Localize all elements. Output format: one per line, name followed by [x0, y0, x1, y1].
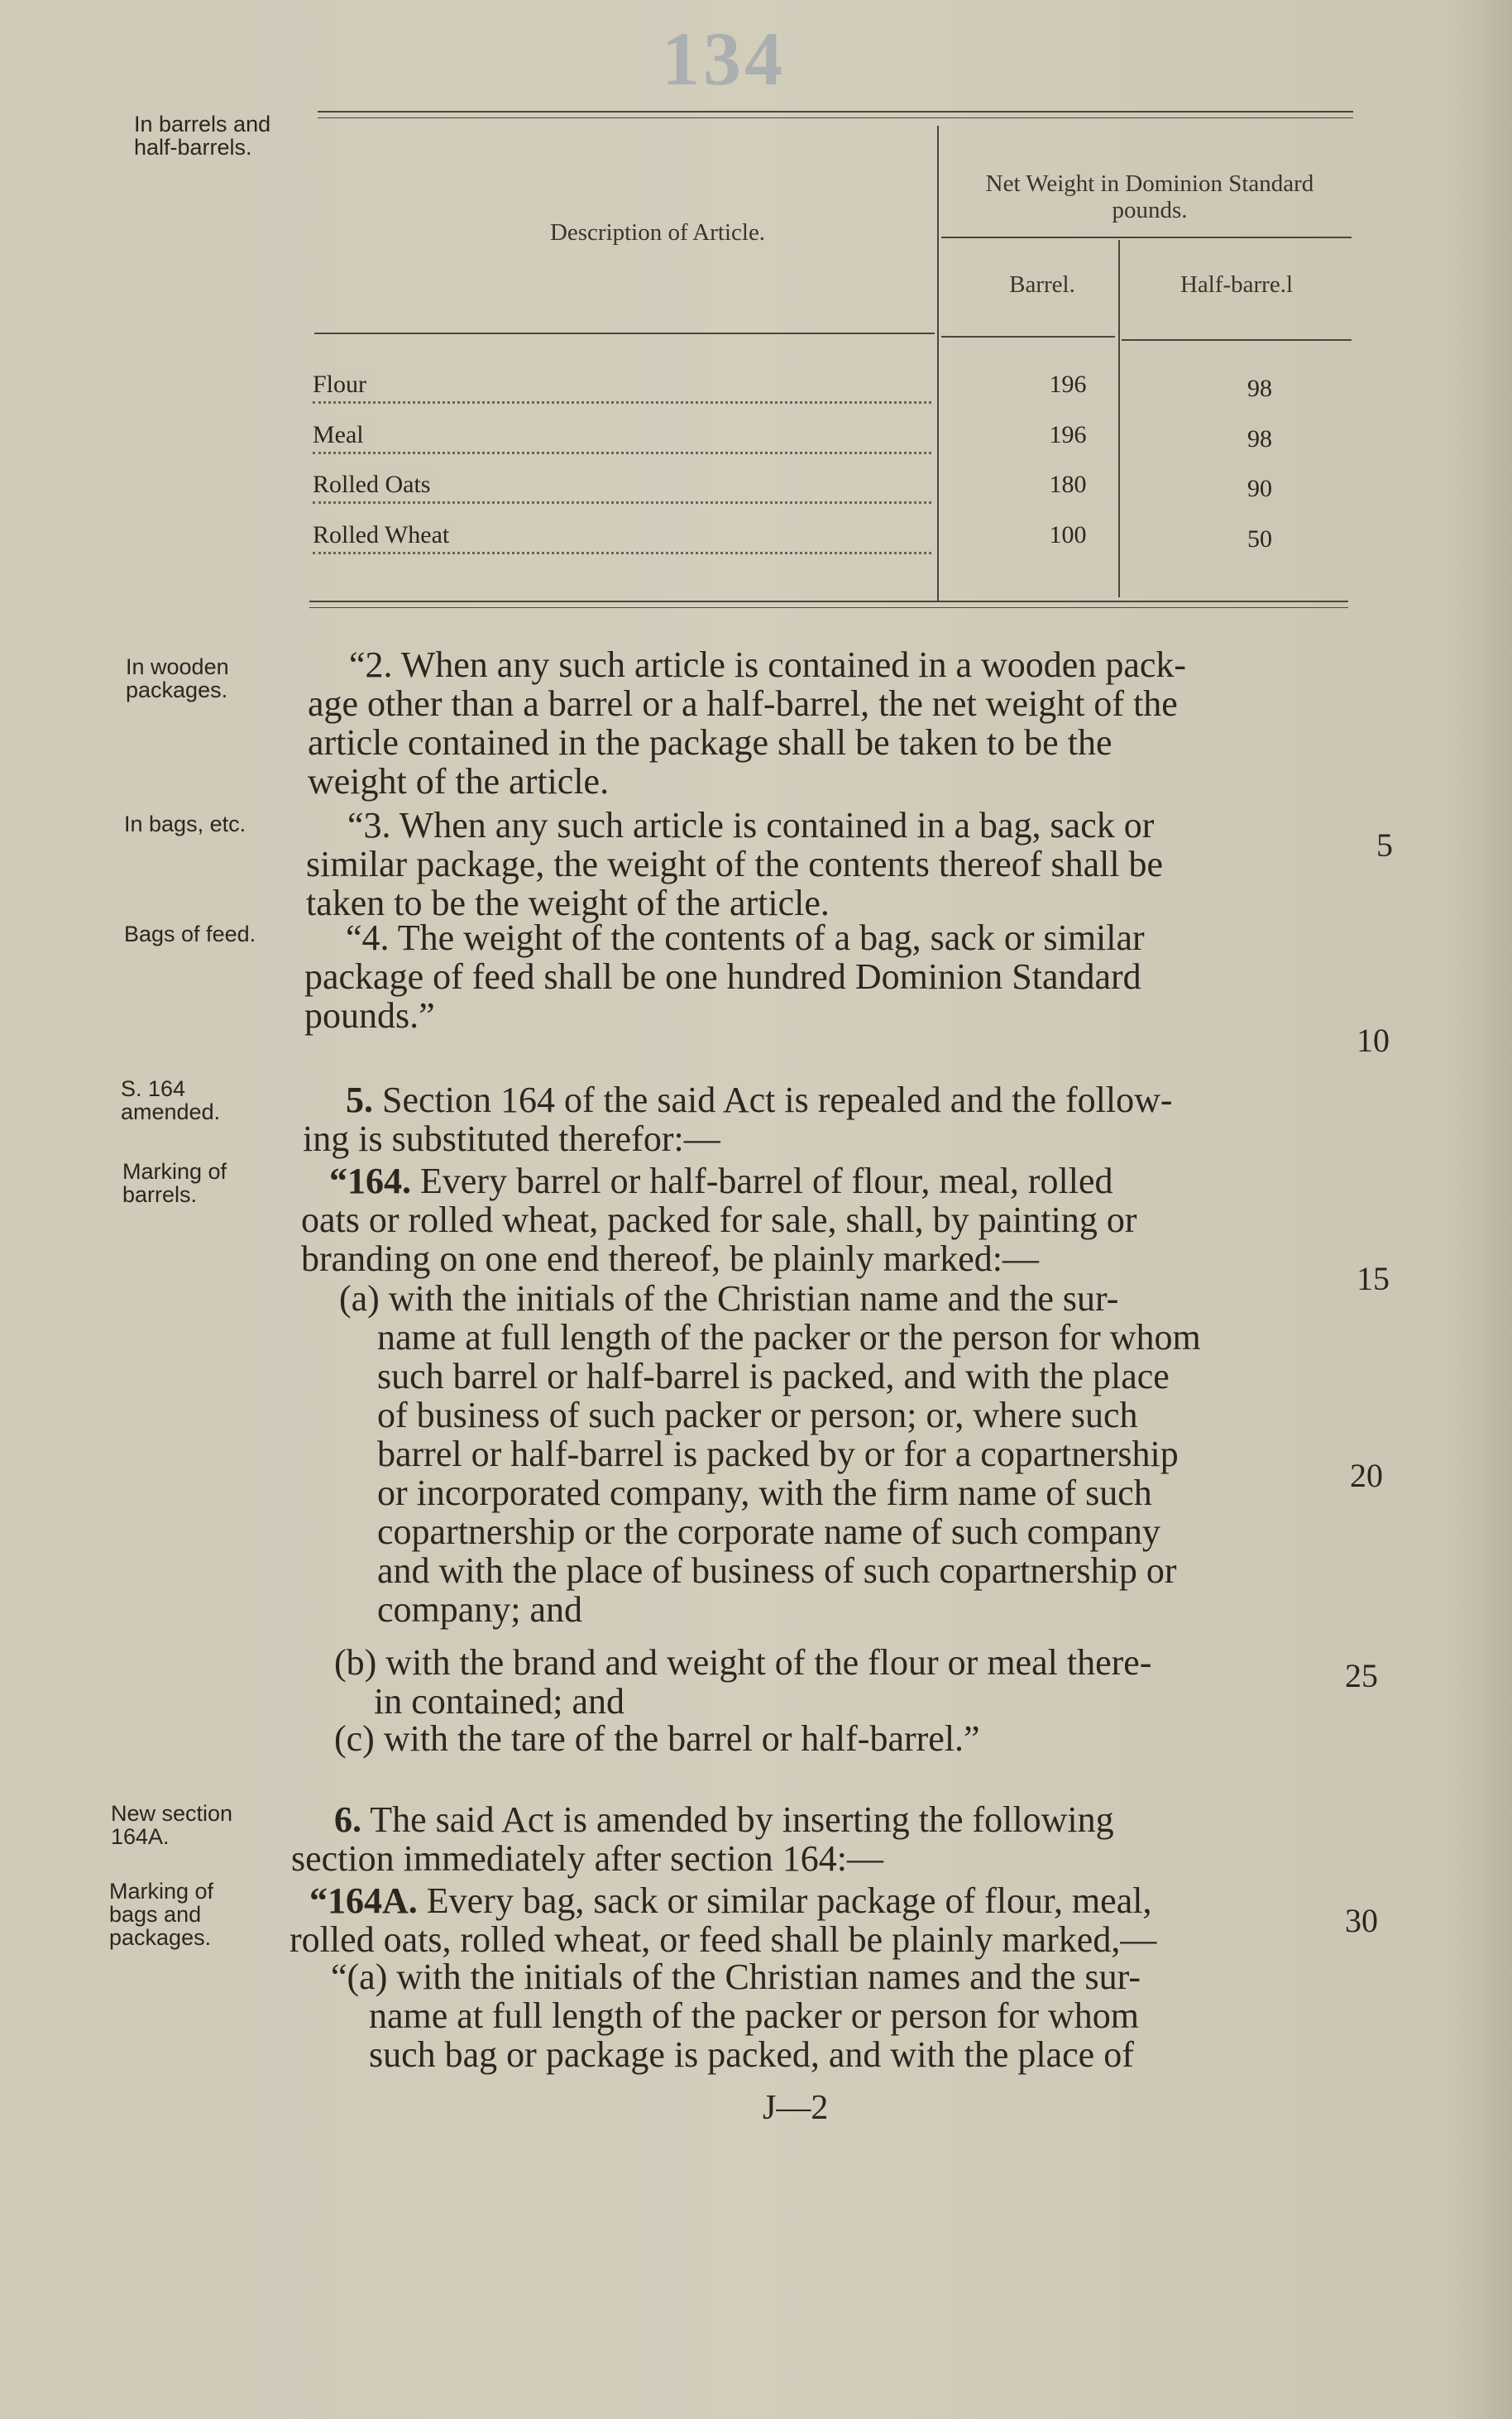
- text-span: Every barrel or half-barrel of flour, meal, rolled: [411, 1161, 1113, 1201]
- article-name: Flour: [313, 371, 371, 399]
- margin-note-s164: S. 164 amended.: [121, 1076, 221, 1124]
- section-6: [291, 1800, 1353, 1878]
- table-header-rule: [314, 333, 935, 334]
- page-number-stamp: 134: [662, 17, 786, 101]
- clause-164a-a: [331, 1957, 1353, 2074]
- col-description-header: Description of Article.: [549, 219, 766, 246]
- line-number: 15: [1356, 1260, 1390, 1297]
- text-span: The said Act is amended by inserting the following: [361, 1799, 1114, 1840]
- margin-note-new-section: New section 164A.: [111, 1801, 233, 1849]
- text-line: name at full length of the packer or person for whom: [369, 1995, 1140, 2036]
- line-number: 30: [1345, 1902, 1378, 1939]
- text-line: section immediately after section 164:—: [291, 1838, 884, 1879]
- text-line: branding on one end thereof, be plainly marked:—: [301, 1238, 1039, 1279]
- paragraph-3: [306, 806, 1353, 922]
- clause-164-c: [334, 1719, 1353, 1758]
- text-line: rolled oats, rolled wheat, or feed shall be plainly marked,—: [289, 1919, 1157, 1960]
- table-row: [313, 371, 1355, 412]
- text-line: ing is substituted therefor:—: [303, 1118, 720, 1159]
- line-number: 25: [1345, 1657, 1378, 1694]
- margin-note-wooden: In wooden packages.: [126, 654, 229, 702]
- margin-note-marking-barrels: Marking of barrels.: [122, 1159, 227, 1207]
- text-line: or incorporated company, with the firm name of such: [377, 1473, 1152, 1513]
- text-line: similar package, the weight of the contents thereof shall be: [306, 844, 1164, 884]
- page-footer: J—2: [763, 2089, 829, 2127]
- barrel-value: 196: [1049, 371, 1087, 398]
- text-line: package of feed shall be one hundred Dominion Standard: [304, 956, 1141, 997]
- text-line: [303, 1080, 1353, 1119]
- text-line: name at full length of the packer or the person for whom: [377, 1317, 1201, 1358]
- article-name: Rolled Oats: [313, 471, 436, 499]
- section-164: [301, 1162, 1353, 1278]
- table-header-rule-3: [1122, 339, 1352, 341]
- leader-dots: [313, 371, 931, 404]
- table-group-rule: [941, 237, 1352, 238]
- barrel-value: 180: [1049, 471, 1087, 498]
- text-line: barrel or half-barrel is packed by or for a copartnership: [377, 1434, 1179, 1474]
- text-line: taken to be the weight of the article.: [306, 883, 830, 923]
- article-name: Meal: [313, 421, 369, 449]
- text-line: [301, 1162, 1353, 1200]
- section-5: [303, 1080, 1353, 1158]
- table-header-rule-2: [941, 336, 1115, 338]
- half-value: 98: [1247, 425, 1272, 453]
- line-number: 20: [1350, 1457, 1383, 1494]
- text-line: in contained; and: [374, 1681, 625, 1722]
- text-line: (c) with the tare of the barrel or half-barrel.”: [334, 1718, 980, 1759]
- margin-note-bags: In bags, etc.: [124, 812, 246, 836]
- paragraph-2: [308, 645, 1352, 801]
- margin-note-feed: Bags of feed.: [124, 922, 256, 946]
- text-line: oats or rolled wheat, packed for sale, shall, by painting or: [301, 1200, 1137, 1240]
- text-line: copartnership or the corporate name of such company: [377, 1511, 1160, 1552]
- text-line: such bag or package is packed, and with the place of: [369, 2034, 1134, 2075]
- table-row: [313, 521, 1355, 563]
- text-span: Every bag, sack or similar package of flour, meal,: [417, 1880, 1152, 1921]
- section-number: 6.: [334, 1799, 361, 1840]
- half-value: 98: [1247, 375, 1272, 402]
- text-line: such barrel or half-barrel is packed, and with the place: [377, 1356, 1170, 1396]
- text-line: company; and: [377, 1589, 583, 1630]
- half-value: 90: [1247, 475, 1272, 502]
- col-group-header: Net Weight in Dominion Standard pounds.: [985, 170, 1314, 223]
- text-line: [291, 1800, 1353, 1839]
- clause-164-b: [334, 1643, 1353, 1721]
- text-line: weight of the article.: [308, 761, 610, 802]
- table-bottom-rule: [309, 601, 1348, 602]
- text-line: and with the place of business of such copartnership or: [377, 1550, 1177, 1591]
- col-half-header: Half-barre.l: [1179, 271, 1294, 298]
- margin-note-marking-bags: Marking of bags and packages.: [109, 1879, 214, 1950]
- margin-note-barrels: In barrels and half-barrels.: [134, 112, 271, 160]
- text-line: “2. When any such article is contained in a wooden pack-: [349, 644, 1187, 685]
- section-number: 5.: [346, 1080, 373, 1120]
- text-line: (b) with the brand and weight of the flour or meal there-: [334, 1642, 1152, 1683]
- barrel-value: 100: [1049, 521, 1087, 548]
- text-line: “(a) with the initials of the Christian names and the sur-: [331, 1957, 1141, 1997]
- text-span: Section 164 of the said Act is repealed and the follow-: [373, 1080, 1173, 1120]
- text-line: of business of such packer or person; or, where such: [377, 1395, 1138, 1435]
- text-line: article contained in the package shall be taken to be the: [308, 722, 1112, 763]
- col-barrel-header: Barrel.: [1009, 271, 1075, 298]
- clause-164-a: [339, 1279, 1353, 1629]
- leader-dots: [313, 421, 931, 454]
- table-row: [313, 471, 1355, 512]
- text-line: (a) with the initials of the Christian name and the sur-: [339, 1278, 1119, 1319]
- section-number: “164.: [329, 1161, 411, 1201]
- text-line: “3. When any such article is contained in a bag, sack or: [347, 805, 1155, 845]
- barrel-value: 196: [1049, 421, 1087, 448]
- text-line: [289, 1881, 1353, 1920]
- section-number: “164A.: [309, 1880, 418, 1921]
- table-bottom-rule-2: [309, 607, 1348, 608]
- line-number: 10: [1356, 1022, 1390, 1059]
- text-line: “4. The weight of the contents of a bag, sack or similar: [346, 917, 1145, 958]
- table-row: [313, 421, 1355, 462]
- text-line: age other than a barrel or a half-barrel, the net weight of the: [308, 683, 1178, 724]
- table-top-rule-2: [318, 117, 1353, 118]
- table-top-rule: [318, 111, 1353, 113]
- article-name: Rolled Wheat: [313, 521, 454, 549]
- section-164a: [289, 1881, 1353, 1959]
- text-line: pounds.”: [304, 995, 435, 1036]
- line-number: 5: [1376, 826, 1393, 864]
- paragraph-4: [304, 918, 1353, 1035]
- half-value: 50: [1247, 525, 1272, 553]
